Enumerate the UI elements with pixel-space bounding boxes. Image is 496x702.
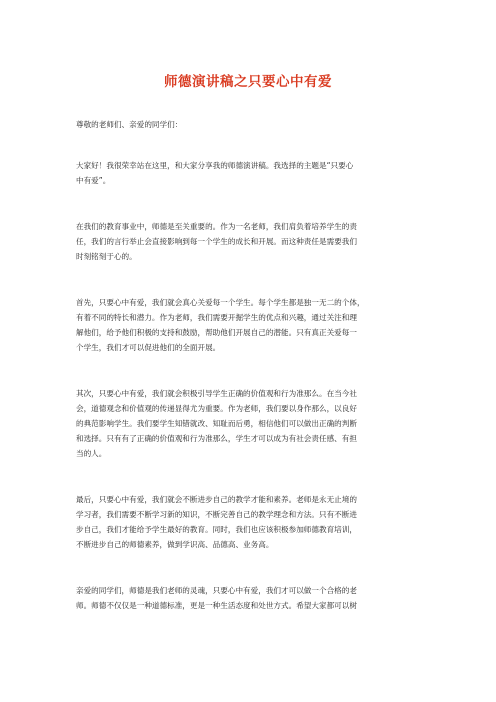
second-point-paragraph	[76, 386, 426, 461]
paragraph-line: 有着不同的特长和潜力。作为老师，我们需要开掘学生的优点和兴趣，通过关注和理	[76, 313, 357, 322]
paragraph-line: 解他们，给予他们积极的支持和鼓励，帮助他们开展自己的潜能。只有真正关爱每一	[76, 328, 357, 337]
paragraph-line: 学习者，我们需要不断学习新的知识，不断完善自己的教学理念和方法。只有不断进	[76, 510, 357, 519]
paragraph-line: 个学生，我们才可以促进他们的全面开展。	[76, 343, 221, 352]
paragraph-line: 尊敬的老师们、亲爱的同学们：	[76, 120, 183, 129]
paragraph-line: 和选择。只有有了正确的价值观和行为准那么，学生才可以成为有社会责任感、有担	[76, 434, 357, 443]
paragraph-line: 中有爱”。	[76, 176, 111, 185]
greeting-paragraph	[76, 158, 426, 188]
paragraph-line: 任，我们的言行举止会直接影响到每一个学生的成长和开展。而这种责任是需要我们	[76, 237, 357, 246]
paragraph-line: 在我们的教育事业中，师德是至关重要的。作为一名老师，我们肩负着培养学生的责	[76, 222, 357, 231]
paragraph-line: 当的人。	[76, 449, 107, 458]
salutation-paragraph	[76, 117, 426, 132]
paragraph-line: 的典范影响学生。我们要学生知错就改、知耻而后勇，相信他们可以做出正确的判断	[76, 419, 357, 428]
paragraph-line: 其次，只要心中有爱，我们就会积极引导学生正确的价值观和行为准那么。在当今社	[76, 389, 357, 398]
paragraph-line: 不断进步自己的师德素养，做到学识高、品德高、业务高。	[76, 540, 274, 549]
paragraph-line: 最后，只要心中有爱，我们就会不断进步自己的教学才能和素养。老师是永无止境的	[76, 495, 357, 504]
paragraph-line: 亲爱的同学们，师德是我们老师的灵魂，只要心中有爱，我们才可以做一个合格的老	[76, 586, 357, 595]
paragraph-line: 首先，只要心中有爱，我们就会真心关爱每一个学生。每个学生都是独一无二的个体，	[76, 298, 365, 307]
paragraph-line: 步自己，我们才能给予学生最好的教育。同时，我们也应该积极参加师德教育培训，	[76, 525, 357, 534]
paragraph-line: 会，道德观念和价值观的传递显得尤为重要。作为老师，我们要以身作那么，以良好	[76, 404, 357, 413]
document-title: 师德演讲稿之只要心中有爱	[164, 74, 332, 90]
third-point-paragraph	[76, 492, 426, 552]
closing-paragraph	[76, 583, 426, 613]
intro-paragraph	[76, 219, 426, 264]
first-point-paragraph	[76, 295, 426, 355]
paragraph-line: 时刻铭刻于心的。	[76, 252, 137, 261]
paragraph-line: 师。师德不仅仅是一种道德标准，更是一种生活态度和处世方式。希望大家都可以树	[76, 601, 357, 610]
paragraph-line: 大家好！我很荣幸站在这里，和大家分享我的师德演讲稿。我选择的主题是“只要心	[76, 161, 354, 170]
